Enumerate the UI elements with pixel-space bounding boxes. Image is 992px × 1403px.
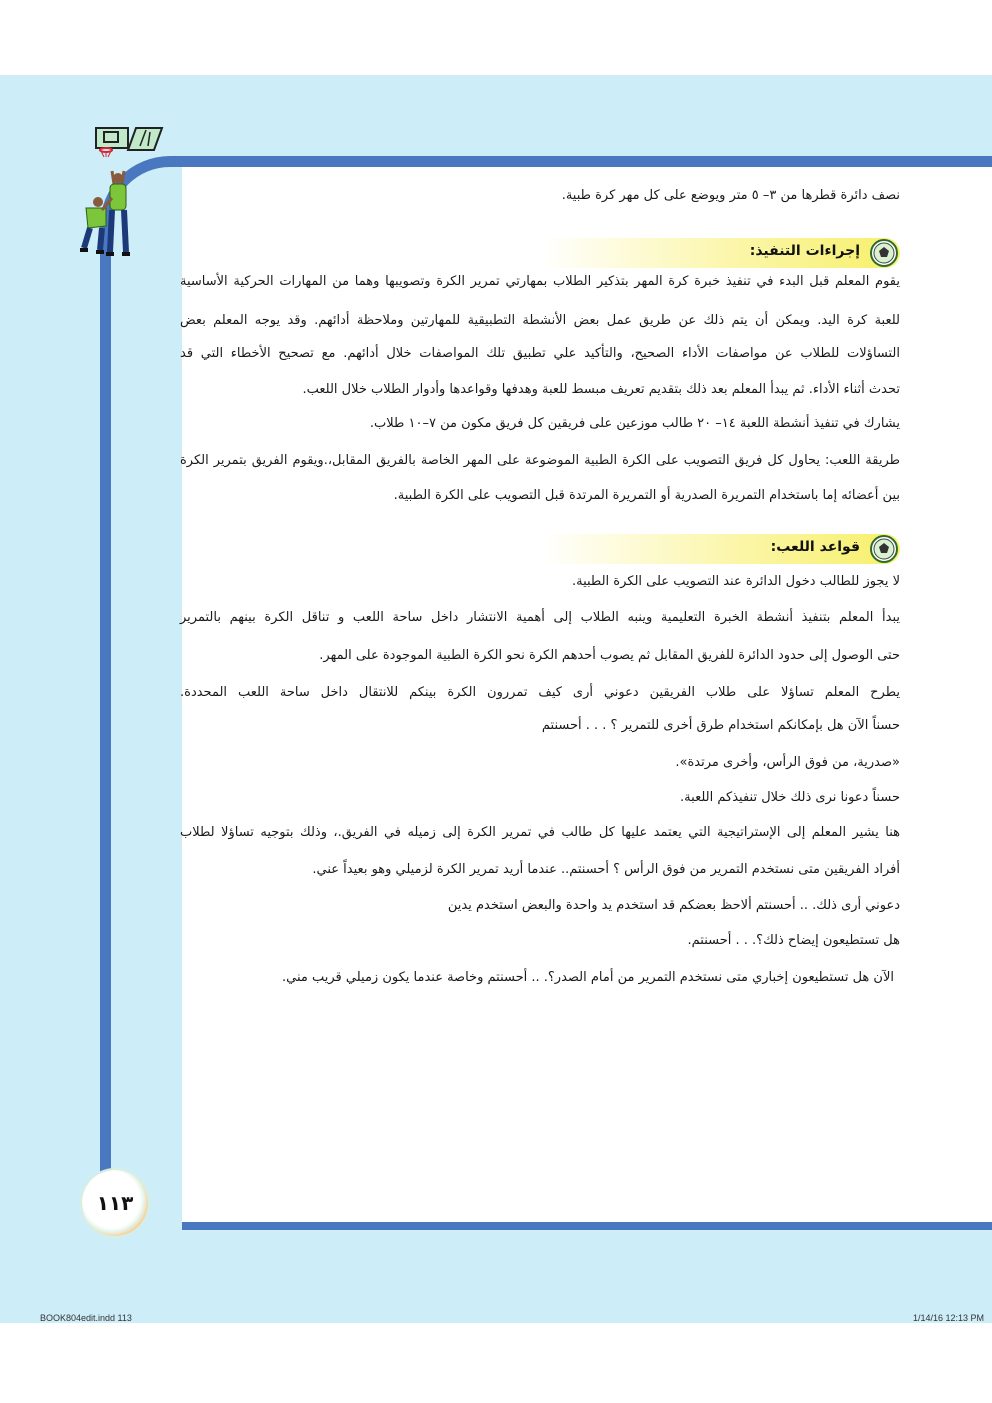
paragraph-line: أفراد الفريقين متى نستخدم التمرير من فوق الرأس ؟ أحسنتم.. عندما أريد تمرير الكرة لزميلي وهو بعيداً عني. [312,862,900,877]
basketball-hoop-icon [92,124,164,158]
frame-bottom-bar [182,1222,992,1230]
paragraph-line: يشارك في تنفيذ أنشطة اللعبة ١٤– ٢٠ طالب موزعين على فريقين كل فريق مكون من ٧–١٠ طلاب. [369,416,900,431]
intro-line: نصف دائرة قطرها من ٣– ٥ متر ويوضع على كل مهر كرة طبية. [561,188,900,203]
frame-top-bar [182,156,992,167]
page-number: ١١٣ [82,1170,148,1236]
basketball-players-illustration [76,168,136,260]
footer-timestamp: 1/14/16 12:13 PM [912,1313,984,1323]
paragraph-line: التساؤلات للطلاب عن مواصفات الأداء الصحيح، والتأكيد علي تطبيق تلك المواصفات خلال أدائهم. مع تصحيح الأخطاء التي قد [180,346,900,361]
paragraph-line: هل تستطيعون إيضاح ذلك؟. . . أحسنتم. [687,933,900,948]
soccer-ball-icon [870,535,898,563]
frame-left-bar [100,262,111,1192]
paragraph-line: يطرح المعلم تساؤلا على طلاب الفريقين دعوني أرى كيف تمررون الكرة بينكم للانتقال داخل ساحة اللعب المحددة. [180,685,900,700]
paragraph-line: لا يجوز للطالب دخول الدائرة عند التصويب على الكرة الطبية. [571,574,900,589]
execution-heading-bar [540,238,900,268]
paragraph-line: يقوم المعلم قبل البدء في تنفيذ خبرة كرة المهر بتذكير الطلاب بمهارتي تمرير الكرة وتصويبها وهما من المهارات الحركية الأساسية [180,274,900,289]
paragraph-line: طريقة اللعب: يحاول كل فريق التصويب على الكرة الطبية الموضوعة على المهر الخاصة بالفريق المقابل،.ويقوم الفريق بتمرير الكرة [180,453,900,468]
paragraph-line: الآن هل تستطيعون إخباري متى نستخدم التمرير من أمام الصدر؟. .. أحسنتم وخاصة عندما يكون زميلي قريب مني. [282,970,894,985]
paragraph-line: يبدأ المعلم بتنفيذ أنشطة الخبرة التعليمية وينبه الطلاب إلى أهمية الانتشار داخل ساحة اللعب و تناقل الكرة بينهم بالتمرير [180,610,900,625]
rules-heading: قواعد اللعب: [770,539,860,555]
paragraph-line: هنا يشير المعلم إلى الإستراتيجية التي يعتمد عليها كل طالب في تمرير الكرة إلى زميله في الفريق.، وذلك بتوجيه تساؤلا لطلاب [180,825,900,840]
paragraph-line: للعبة كرة اليد. ويمكن أن يتم ذلك عن طريق عمل بعض الأنشطة التطبيقية للمهارتين وملاحظة أدائهم. وقد يوجه المعلم بعض [180,313,900,328]
paragraph-line: بين أعضائه إما باستخدام التمريرة الصدرية أو التمريرة المرتدة قبل التصويب على الكرة الطبية. [393,488,900,503]
paragraph-line: حسناً دعونا نرى ذلك خلال تنفيذكم اللعبة. [680,790,900,805]
rules-heading-bar [540,534,900,564]
soccer-ball-icon [870,239,898,267]
execution-heading: إجراءات التنفيذ: [749,243,860,259]
paragraph-line: حسناً الآن هل بإمكانكم استخدام طرق أخرى للتمرير ؟ . . . أحسنتم [541,718,900,733]
paragraph-line: دعوني أرى ذلك. .. أحسنتم ألاحظ بعضكم قد استخدم يد واحدة والبعض استخدم يدين [447,898,900,913]
paragraph-line: تحدث أثناء الأداء. ثم يبدأ المعلم بعد ذلك بتقديم تعريف مبسط للعبة وهدفها وقواعدها وأدوار الطلاب خلال اللعب. [302,382,900,397]
paragraph-line: حتى الوصول إلى حدود الدائرة للفريق المقابل ثم يصوب أحدهم الكرة نحو الكرة الطبية الموجودة على المهر. [319,648,900,663]
footer-file-info: BOOK804edit.indd 113 [40,1313,132,1323]
paragraph-line: «صدرية، من فوق الرأس، وأخرى مرتدة». [675,755,900,770]
